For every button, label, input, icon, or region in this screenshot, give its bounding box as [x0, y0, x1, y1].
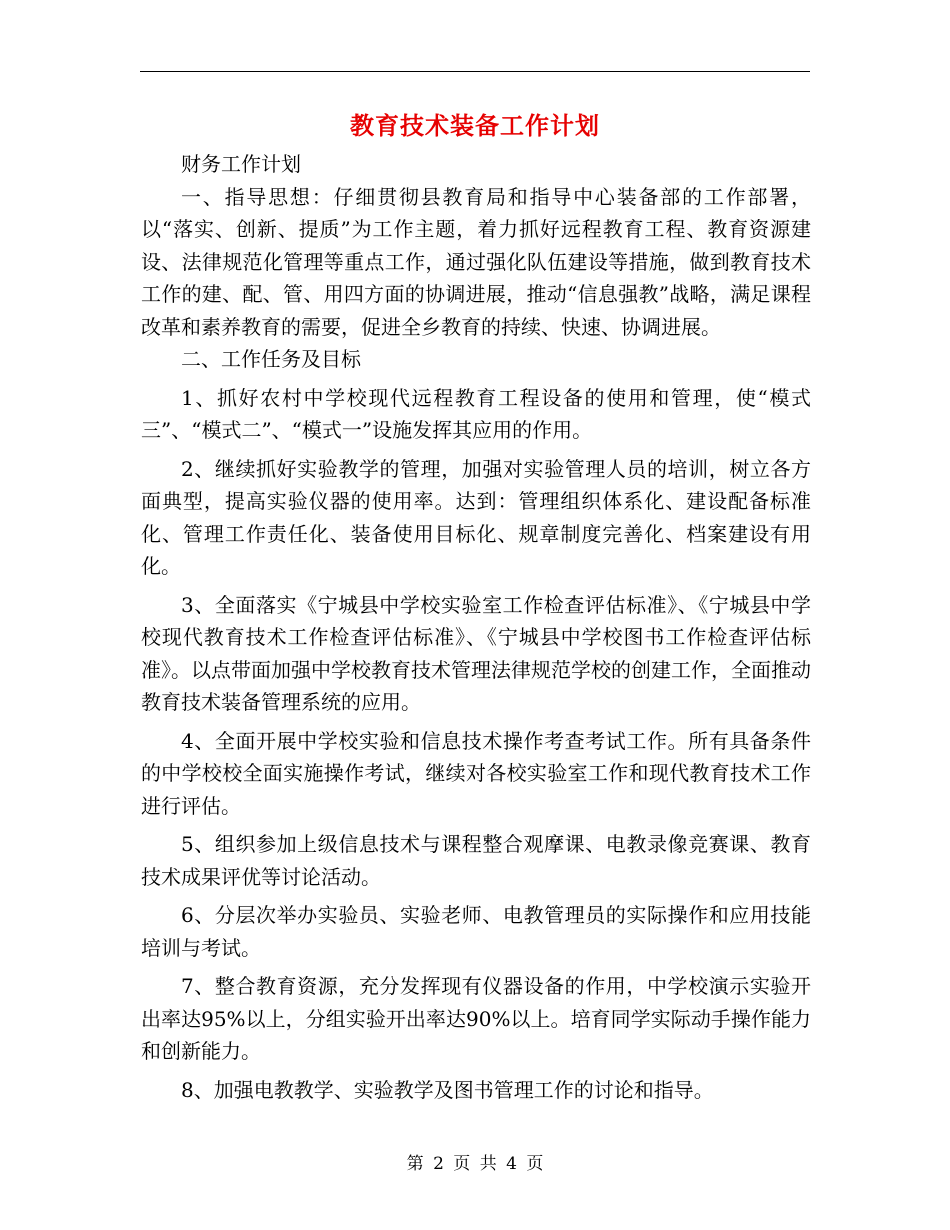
header-rule: [140, 71, 810, 72]
paragraph-item-5: 5、组织参加上级信息技术与课程整合观摩课、电教录像竞赛课、教育技术成果评优等讨论活动。: [141, 832, 811, 889]
document-body: [141, 148, 811, 1106]
paragraph-tasks-heading: 二、工作任务及目标: [181, 347, 361, 371]
paragraph-item-4: 4、全面开展中学校实验和信息技术操作考查考试工作。所有具备条件的中学校校全面实施操作考试，继续对各校实验室工作和现代教育技术工作进行评估。: [141, 728, 811, 818]
page-number: 第 2 页 共 4 页: [406, 1154, 544, 1174]
paragraph-item-2: 2、继续抓好实验教学的管理，加强对实验管理人员的培训，树立各方面典型，提高实验仪器的使用率。达到：管理组织体系化、建设配备标准化、管理工作责任化、装备使用目标化、规章制度完善化、档案建设有用化。: [141, 456, 811, 578]
paragraph-item-6: 6、分层次举办实验员、实验老师、电教管理员的实际操作和应用技能培训与考试。: [141, 903, 811, 960]
paragraph-item-8: 8、加强电教教学、实验教学及图书管理工作的讨论和指导。: [181, 1077, 714, 1102]
paragraph-guiding-ideology: 一、指导思想：仔细贯彻县教育局和指导中心装备部的工作部署，以“落实、创新、提质”为工作主题，着力抓好远程教育工程、教育资源建设、法律规范化管理等重点工作，通过强化队伍建设等措施，做到教育技术工作的建、配、管、用四方面的协调进展，推动“信息强教”战略，满足课程改革和素养教育的需要，促进全乡教育的持续、快速、协调进展。: [141, 184, 811, 339]
paragraph-item-3: 3、全面落实《宁城县中学校实验室工作检查评估标准》、《宁城县中学校现代教育技术工作检查评估标准》、《宁城县中学校图书工作检查评估标准》。以点带面加强中学校教育技术管理法律规范学校的创建工作，全面推动教育技术装备管理系统的应用。: [141, 592, 811, 714]
paragraph-item-7: 7、整合教育资源，充分发挥现有仪器设备的作用，中学校演示实验开出率达95%以上，分组实验开出率达90%以上。培育同学实际动手操作能力和创新能力。: [141, 974, 811, 1063]
document-title: 教育技术装备工作计划: [350, 111, 600, 140]
paragraph-subtitle: 财务工作计划: [181, 152, 301, 176]
paragraph-item-1: 1、抓好农村中学校现代远程教育工程设备的使用和管理，使“模式三”、“模式二”、“模式一”设施发挥其应用的作用。: [141, 385, 811, 442]
